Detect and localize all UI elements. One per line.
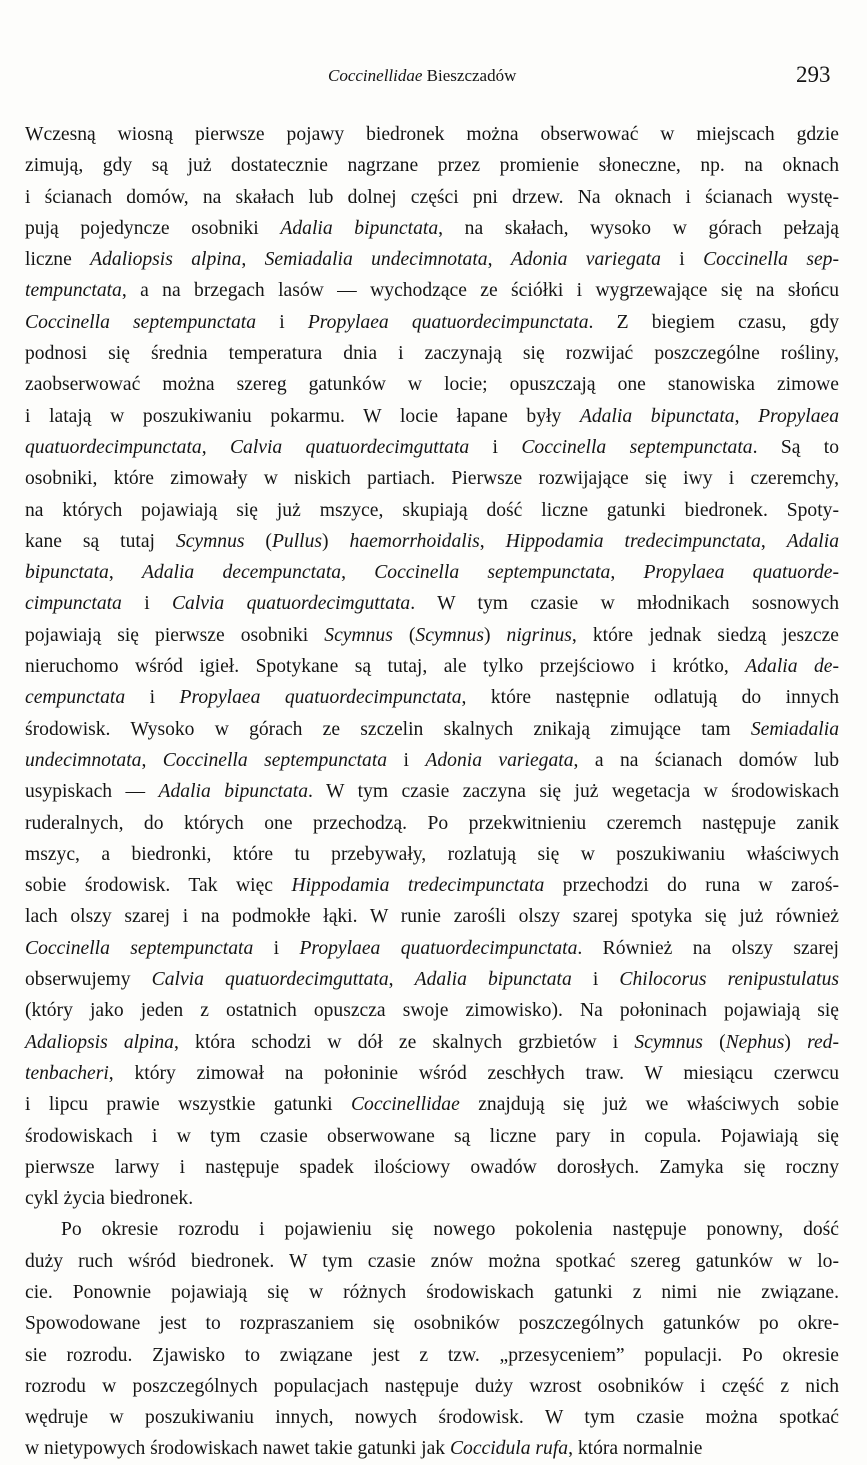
text-line [25, 338, 839, 369]
running-header [0, 62, 867, 92]
text-line [25, 213, 839, 244]
text-segment: mszyc, a biedronki, które tu przebywały, rozlatują się w poszukiwaniu właściwych [25, 843, 839, 865]
text-segment: sobie środowisk. Tak więc [25, 875, 292, 897]
text-segment: rozrodu w poszczególnych populacjach następuje duży wzrost osobników i część z nich [25, 1375, 839, 1397]
italic-taxon-name: Adonia variegata [425, 749, 574, 771]
text-line [25, 1027, 839, 1058]
text-segment: i [121, 593, 172, 615]
text-line [25, 1152, 839, 1183]
text-segment: Spowodowane jest to rozpraszaniem się osobników poszczególnych gatunków po okre- [25, 1313, 839, 1335]
text-segment: , [760, 530, 787, 552]
text-segment: lach olszy szarej i na podmokłe łąki. W runie zarośli olszy szarej spotyka się już również [25, 906, 839, 928]
italic-taxon-name: cimpunctata [25, 593, 122, 615]
italic-taxon-name: Scymnus [324, 624, 393, 646]
text-segment: , a na ścianach domów lub [573, 749, 840, 771]
text-line [25, 526, 839, 557]
body-text [25, 119, 839, 1465]
italic-taxon-name: Calvia quatuordecimguttata [151, 969, 389, 991]
text-line [25, 495, 839, 526]
text-segment: pują pojedyncze osobniki [25, 217, 281, 239]
text-segment: wędruje w poszukiwaniu innych, nowych środowisk. W tym czasie można spotkać [25, 1407, 839, 1429]
italic-taxon-name: Coccinella septempunctata [25, 937, 254, 959]
text-line [25, 839, 839, 870]
text-segment: , [108, 562, 142, 584]
text-line [25, 870, 839, 901]
text-line [25, 463, 839, 494]
italic-taxon-name: undecimnotata [25, 749, 142, 771]
text-segment: Po okresie rozrodu i pojawieniu się nowego pokolenia następuje ponowny, dość [61, 1219, 839, 1241]
italic-taxon-name: tenbacheri [25, 1062, 109, 1084]
italic-taxon-name: Hippodamia tredecimpunctata [505, 530, 761, 552]
text-segment: podnosi się średnia temperatura dnia i zaczynają się rozwijać poszczególne rośliny, [25, 343, 839, 365]
text-segment: cykl życia biedronek. [25, 1188, 194, 1210]
text-segment: , która normalnie [568, 1438, 703, 1460]
italic-taxon-name: Adonia variegata [510, 249, 661, 271]
text-segment: ) [784, 1031, 808, 1053]
text-segment: , [241, 249, 265, 271]
text-line [25, 651, 839, 682]
italic-taxon-name: Nephus [725, 1031, 785, 1053]
text-line [25, 808, 839, 839]
text-line [25, 1371, 839, 1402]
italic-taxon-name: Coccinella septempunctata [162, 749, 388, 771]
text-line [25, 1340, 839, 1371]
text-segment: , [734, 405, 759, 427]
text-segment: (który jako jeden z ostatnich opuszcza swoje zimowisko). Na połoninach pojawiają się [25, 1000, 839, 1022]
text-segment: Wczesną wiosną pierwsze pojawy biedronek można obserwować w miejscach gdzie [25, 124, 839, 145]
italic-taxon-name: Coccinellidae [350, 1094, 460, 1116]
text-line [25, 776, 839, 807]
text-segment: . Z biegiem czasu, gdy [588, 311, 839, 333]
text-line [25, 557, 839, 588]
italic-taxon-name: Calvia quatuordecimguttata [229, 436, 470, 458]
text-segment: i [387, 749, 426, 771]
italic-taxon-name: Scymnus [415, 624, 484, 646]
text-line [25, 714, 839, 745]
text-line [25, 244, 839, 275]
text-segment: , [141, 749, 163, 771]
text-segment: , które następnie odlatują do innych [461, 687, 839, 709]
italic-taxon-name: Coccidula rufa [449, 1438, 569, 1460]
text-segment: , a na brzegach lasów — wychodzące ze ściółki i wygrzewające się na słońcu [121, 280, 839, 302]
text-line [25, 1402, 839, 1433]
text-segment: . W tym czasie w młodnikach sosnowych [410, 593, 839, 615]
text-segment: i [125, 687, 180, 709]
text-line [25, 1246, 839, 1277]
italic-taxon-name: Scymnus [634, 1031, 703, 1053]
text-line [25, 432, 839, 463]
italic-taxon-name: Propylaea quatuordecimpunctata [307, 311, 589, 333]
text-segment: , na skałach, wysoko w górach pełzają [438, 217, 839, 239]
text-segment: ) [322, 530, 350, 552]
text-line [25, 682, 839, 713]
italic-taxon-name: Adalia de- [745, 656, 839, 678]
text-line [25, 275, 839, 306]
italic-taxon-name: Calvia quatuordecimguttata [171, 593, 411, 615]
text-segment: , [388, 969, 415, 991]
text-segment: i [256, 311, 308, 333]
running-title-family: Coccinellidae [328, 66, 423, 85]
text-line [25, 307, 839, 338]
text-line [25, 964, 839, 995]
text-segment: , [479, 530, 506, 552]
text-segment: i [253, 937, 300, 959]
text-segment: sie rozrodu. Zjawisko to związane jest z tzw. „przesyceniem” populacji. Po okresie [25, 1344, 839, 1366]
text-line [25, 1121, 839, 1152]
running-title [328, 66, 516, 86]
text-line [25, 995, 839, 1026]
italic-taxon-name: Adalia decempunctata [141, 562, 342, 584]
italic-taxon-name: Adalia bipunctata [158, 781, 309, 803]
text-segment: obserwujemy [25, 969, 152, 991]
text-line [25, 1089, 839, 1120]
text-line [25, 745, 839, 776]
text-segment: kane są tutaj [25, 530, 176, 552]
text-segment: zimują, gdy są już dostatecznie nagrzane przez promienie słoneczne, np. na oknach [25, 155, 839, 177]
italic-taxon-name: Coccinella septempunctata [25, 311, 257, 333]
italic-taxon-name: Hippodamia tredecimpunctata [291, 875, 545, 897]
text-segment: i [660, 249, 704, 271]
text-segment: , który zimował na połoninie wśród zeschłych traw. W miesiącu czerwcu [108, 1062, 839, 1084]
italic-taxon-name: Pullus [271, 530, 323, 552]
italic-taxon-name: cempunctata [25, 687, 126, 709]
text-segment: , [341, 562, 375, 584]
text-line [25, 119, 839, 150]
italic-taxon-name: Adaliopsis alpina [90, 249, 242, 271]
italic-taxon-name: Coccinella septempunctata [374, 562, 611, 584]
italic-taxon-name: quatuordecimpunctata [25, 436, 202, 458]
italic-taxon-name: haemorrhoidalis [349, 530, 480, 552]
italic-taxon-name: nigrinus [506, 624, 572, 646]
text-segment: nieruchomo wśród igieł. Spotykane są tutaj, ale tylko przejściowo i krótko, [25, 656, 746, 678]
text-segment: ( [702, 1031, 726, 1053]
italic-taxon-name: Semiadalia undecimnotata [264, 249, 488, 271]
italic-taxon-name: tempunctata [25, 280, 122, 302]
text-line [25, 1214, 839, 1245]
text-segment: ( [244, 530, 272, 552]
text-line [25, 401, 839, 432]
text-segment: cie. Ponownie pojawiają się w różnych środowiskach gatunki z nimi nie związane. [25, 1281, 839, 1303]
text-line [25, 933, 839, 964]
text-line [25, 1308, 839, 1339]
text-segment: i [469, 436, 522, 458]
page-number: 293 [796, 62, 831, 87]
text-line [25, 150, 839, 181]
italic-taxon-name: Propylaea quatuorde- [643, 562, 840, 584]
italic-taxon-name: Propylaea [758, 405, 839, 427]
text-line [25, 369, 839, 400]
text-line [25, 1183, 839, 1214]
text-line [25, 1277, 839, 1308]
italic-taxon-name: Propylaea quatuordecimpunctata [299, 937, 578, 959]
italic-taxon-name: Coccinella sep- [703, 249, 839, 271]
text-segment: , która schodzi w dół ze skalnych grzbietów i [173, 1031, 635, 1053]
italic-taxon-name: Adalia bipunctata [280, 217, 439, 239]
italic-taxon-name: Scymnus [175, 530, 245, 552]
italic-taxon-name: Adalia bipunctata [579, 405, 735, 427]
text-segment: . Są to [752, 436, 840, 458]
text-segment: . Również na olszy szarej [577, 937, 839, 959]
text-segment: ) [483, 624, 507, 646]
text-segment: osobniki, które zimowały w niskich partiach. Pierwsze rozwijające się iwy i czeremchy, [25, 468, 839, 490]
text-segment: ( [392, 624, 416, 646]
running-title-region: Bieszczadów [422, 66, 517, 85]
text-segment: , [201, 436, 230, 458]
text-segment: i ścianach domów, na skałach lub dolnej części pni drzew. Na oknach i ścianach wystę- [25, 186, 839, 208]
text-segment: , które jednak siedzą jeszcze [571, 624, 839, 646]
text-segment: i [571, 969, 620, 991]
text-segment: znajdują się już we właściwych sobie [459, 1094, 839, 1116]
text-line [25, 901, 839, 932]
text-segment: pierwsze larwy i następuje spadek ilościowy owadów dorosłych. Zamyka się roczny [25, 1156, 839, 1178]
text-line [25, 1433, 839, 1464]
text-segment: . W tym czasie zaczyna się już wegetacja w środowiskach [308, 781, 839, 803]
text-segment: środowiskach i w tym czasie obserwowane są liczne pary in copula. Pojawiają się [25, 1125, 839, 1147]
text-line [25, 1058, 839, 1089]
text-segment: w nietypowych środowiskach nawet takie gatunki jak [25, 1438, 450, 1460]
text-line [25, 620, 839, 651]
italic-taxon-name: Adaliopsis alpina [25, 1031, 174, 1053]
text-segment: ruderalnych, do których one przechodzą. Po przekwitnieniu czeremch następuje zanik [25, 812, 839, 834]
text-segment: środowisk. Wysoko w górach ze szczelin skalnych znikają zimujące tam [25, 718, 751, 740]
text-line [25, 588, 839, 619]
italic-taxon-name: Propylaea quatuordecimpunctata [179, 687, 462, 709]
italic-taxon-name: Coccinella septempunctata [521, 436, 753, 458]
text-segment: i lipcu prawie wszystkie gatunki [25, 1094, 351, 1116]
text-segment: pojawiają się pierwsze osobniki [25, 624, 325, 646]
italic-taxon-name: bipunctata [25, 562, 109, 584]
italic-taxon-name: Adalia bipunctata [414, 969, 572, 991]
text-segment: i latają w poszukiwaniu pokarmu. W locie łapane były [25, 405, 580, 427]
italic-taxon-name: red- [807, 1031, 839, 1053]
text-segment: , [610, 562, 644, 584]
text-segment: usypiskach — [25, 781, 159, 803]
text-segment: liczne [25, 249, 91, 271]
text-segment: zaobserwować można szereg gatunków w locie; opuszczają one stanowiska zimowe [25, 374, 839, 396]
italic-taxon-name: Chilocorus renipustulatus [619, 969, 839, 991]
text-segment: przechodzi do runa w zaroś- [544, 875, 840, 897]
text-segment: na których pojawiają się już mszyce, skupiają dość liczne gatunki biedronek. Spoty- [25, 499, 839, 521]
text-line [25, 182, 839, 213]
text-segment: duży ruch wśród biedronek. W tym czasie znów można spotkać szereg gatunków w lo- [25, 1250, 839, 1272]
italic-taxon-name: Adalia [786, 530, 839, 552]
italic-taxon-name: Semiadalia [750, 718, 839, 740]
text-segment: , [487, 249, 511, 271]
